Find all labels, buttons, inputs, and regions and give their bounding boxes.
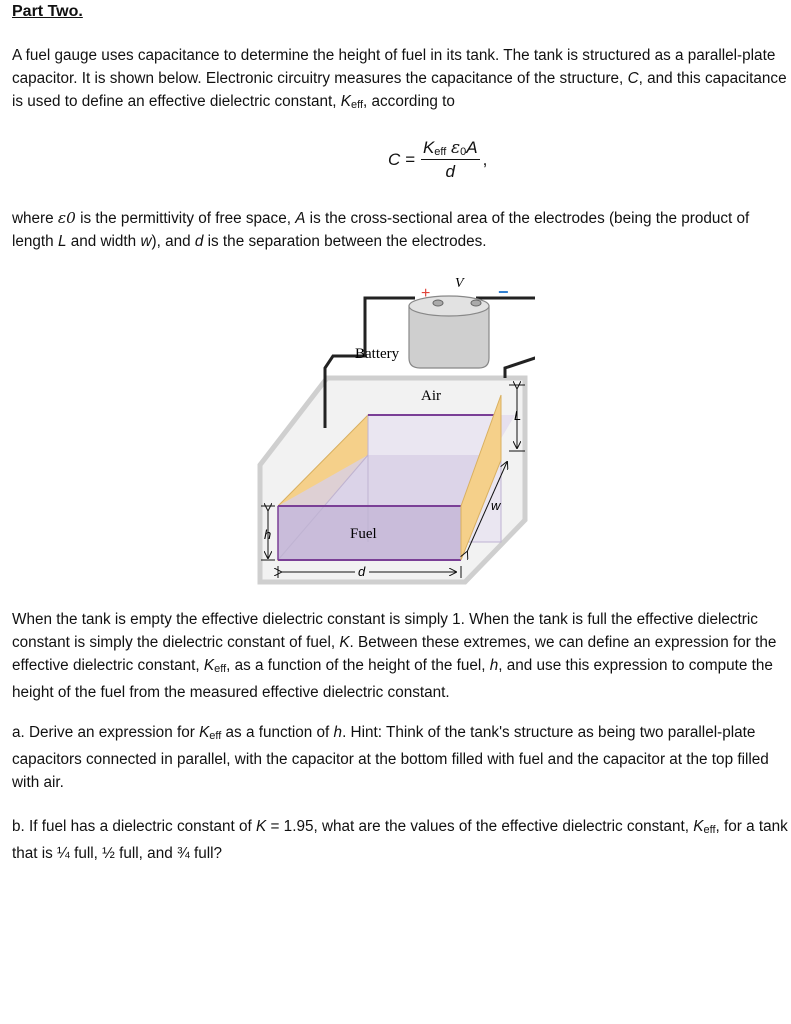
h-label: h: [264, 527, 272, 542]
w-label: w: [491, 498, 501, 513]
where-paragraph: where ε0 is the permittivity of free space, A is the cross-sectional area of the electrodes (being the product of length L and width w), and d is the separation between the electrodes.: [12, 209, 750, 250]
part-a-question: a. Derive an expression for Keff as a function of h. Hint: Think of the tank's structure as being two parallel-plate capacitors connected in parallel, with the capacitor at the bottom filled with fuel and the capacitor at the top filled with air.: [12, 724, 769, 791]
part-b-question: b. If fuel has a dielectric constant of K = 1.95, what are the values of the effective dielectric constant, Keff, for a tank that is ¼ full, ½ full, and ¾ full?: [12, 818, 788, 862]
air-label: Air: [421, 388, 441, 404]
L-label: L: [514, 408, 522, 423]
plus-sign: +: [421, 285, 431, 302]
fuel-tank-diagram: [255, 270, 535, 585]
explanation-paragraph: When the tank is empty the effective dielectric constant is simply 1. When the tank is full the effective dielectric constant is simply the dielectric constant of fuel, K. Between these extremes, we can define an expression for the effective dielectric constant, Keff, as a function of the height of the fuel, h, and use this expression to compute the height of the fuel from the measured effective dielectric constant.: [12, 611, 777, 701]
minus-sign: −: [498, 282, 509, 302]
battery-label: Battery: [355, 346, 400, 362]
section-heading: Part Two.: [12, 3, 83, 20]
intro-paragraph: A fuel gauge uses capacitance to determine the height of fuel in its tank. The tank is structured as a parallel-plate capacitor. It is shown below. Electronic circuitry measures the capacitance of the structure, C, and this capacitance is used to define an effective dielectric constant, Keff, according to: [12, 47, 787, 111]
fuel-label: Fuel: [350, 526, 377, 542]
d-label: d: [358, 564, 366, 579]
battery-icon: [409, 296, 489, 368]
voltage-label: V: [455, 276, 464, 291]
capacitance-equation: C = $\frac{\text{Keff ε0A}}{d}$ ,: [388, 138, 488, 181]
